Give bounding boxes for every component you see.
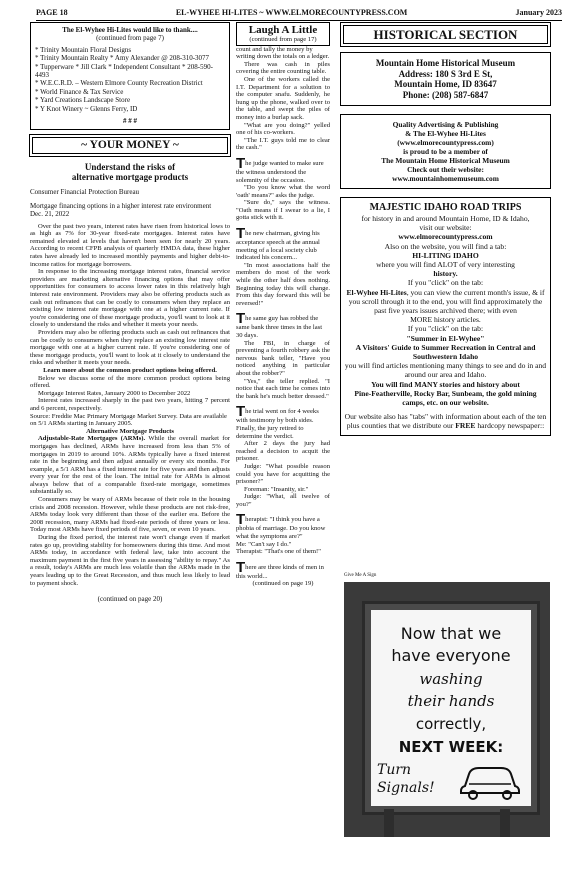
sign-line: Signals!: [377, 780, 435, 796]
more-history: MORE history articles.: [410, 315, 481, 325]
article-date: Dec. 21, 2022: [30, 210, 70, 219]
joke-text: Judge: "What, all twelve of you?": [236, 493, 330, 508]
museum-line: Address: 180 S 3rd E St,: [398, 68, 493, 79]
page-number: PAGE 18: [36, 7, 68, 17]
visit-text: visit our website:: [419, 223, 472, 233]
sponsor-item: * Y Knot Winery ~ Glenns Ferry, ID: [35, 104, 138, 113]
drop-cap: T: [236, 225, 246, 243]
sponsor-item: * W.E.C.R.D. – Western Elmore County Recreation District: [35, 79, 203, 88]
joke-text: "What are you doing?" yelled one of his co-workers.: [236, 121, 330, 137]
where-text: where you will find ALOT of very interesting: [376, 260, 515, 270]
sign-line: their hands: [407, 692, 495, 710]
sponsor-item: * Trinity Mountain Floral Designs: [35, 45, 132, 54]
joke-text: "Yes," the teller replied. "I notice that each time he comes into the bank he's much better dressed.": [236, 377, 330, 400]
joke-text: Judge: "What possible reason could you have for acquitting the prisoner?": [236, 462, 330, 486]
quality-box: [340, 114, 551, 189]
article-paragraph: [30, 435, 230, 496]
sponsor-item: * World Finance & Tax Service: [35, 87, 124, 96]
visitor-guide-title: A Visitors' Guide to Summer Recreation in Central and Southwestern Idaho: [355, 342, 536, 362]
column-middle: [236, 22, 330, 588]
issue-date: January 2023: [515, 7, 562, 17]
museum-box: [340, 52, 551, 106]
sign-line: NEXT WEEK:: [398, 738, 504, 756]
quality-line: & The El-Wyhee Hi-Lites: [405, 129, 486, 138]
article-intro: Mortgage financing options in a higher interest rate environment: [30, 201, 212, 210]
history-word: history.: [433, 269, 458, 279]
joke-robber: The same guy has robbed the same bank three times in the last 30 days.: [236, 310, 323, 339]
drop-cap: T: [236, 558, 246, 576]
click-text: If you "click" on the tab:: [407, 278, 484, 288]
headline-line1: Understand the risks of: [84, 162, 176, 173]
article-paragraph: Below we discuss some of the more common product options being offered.: [30, 374, 230, 390]
quality-line: is proud to be a member of: [403, 147, 488, 156]
joke-text: One of the workers called the I.T. Department for a solution to the computer snafu. Suddenly, he hung up the phone, walked over to the table, and swept the piles of money into a burlap sack.: [236, 75, 330, 121]
museum-line: Mountain Home Historical Museum: [375, 58, 516, 68]
joke-text: Foreman: "Insanity, sir.": [244, 485, 309, 493]
drop-cap: T: [236, 310, 246, 328]
article-paragraph: Interest rates increased sharply in the past two years, hitting 7 percent and 6 percent, respectively.: [30, 397, 230, 412]
article-source: Consumer Financial Protection Bureau: [30, 188, 140, 197]
rates-source: Source: Freddie Mac Primary Mortgage Market Survey. Data are available on 5/1 ARMs starting in January 2005.: [30, 412, 227, 428]
photo-background: [344, 582, 550, 837]
joke-text: There was cash in piles covering the entire counting table.: [236, 60, 330, 76]
joke-chairman: The new chairman, giving his acceptance speech at the annual meeting of a local society club indicated his concern...: [236, 225, 320, 262]
drop-cap: T: [236, 154, 246, 172]
joke-trial: The trial went on for 4 weeks with testimony by both sides. Finally, the jury retired to determine the verdict.: [236, 403, 319, 440]
joke-text: Therapist: "That's one of them!": [236, 548, 321, 556]
tab-summer: "Summer in El-Wyhee": [406, 333, 485, 343]
joke-text: "In most associations half the members do most of the work while the other half does nothing. Beginning today this will change. From this day forward this will be reversed!": [236, 261, 330, 307]
click-text: If you "click" on the tab:: [407, 324, 484, 334]
also-text: Also on the website, you will find a tab:: [384, 241, 507, 251]
joke-text: After 2 days the jury had reached a decision to acquit the prisoner.: [236, 440, 330, 463]
website-link[interactable]: www.elmorecountypress.com: [398, 232, 493, 242]
joke-text: "Sure do," says the witness. "Oath means if I swear to a lie, I gotta stick with it.: [236, 199, 330, 222]
sign-line: washing: [419, 670, 483, 688]
joke-text: "Do you know what the word 'oath' means?" asks the judge.: [236, 184, 330, 199]
quality-line: (www.elmorecountypress.com): [397, 138, 494, 147]
road-trips-intro: for history in and around Mountain Home, ID & Idaho,: [361, 214, 530, 223]
quality-line: The Mountain Home Historical Museum: [381, 156, 510, 165]
sign-line: Now that we: [400, 624, 502, 643]
sign-line: Turn: [377, 762, 412, 778]
end-mark: # # #: [123, 117, 137, 126]
continued-link: (continued on page 19): [252, 580, 314, 588]
section-title-your-money: ~ YOUR MONEY ~: [32, 137, 228, 154]
arm-lead: Adjustable-Rate Mortgages (ARMs).: [38, 435, 146, 443]
tab-hiliting-idaho: HI-LITING IDAHO: [412, 250, 479, 260]
sign-post: [500, 809, 510, 837]
laugh-title-box: [236, 22, 330, 46]
sign-post: [384, 809, 394, 837]
museum-line: Mountain Home, ID 83647: [394, 79, 497, 89]
quality-line: Check out their website:: [407, 165, 484, 174]
road-trips-box: [340, 197, 551, 436]
article-paragraph: Over the past two years, interest rates have risen from historical lows to as high as 7% for 30-year fixed-rate mortgages. Interest rates have remained elevated at levels that haven't been seen for nearly 20 years. According to recent CFPB analysis of quarterly HMDA data, these higher rates have already led to increased monthly payments and higher debt-to-income ratios for mortgage borrowers.: [30, 222, 230, 268]
elwyhee-text: El-Wyhee Hi-Lites, you can view the current month's issue, & if you scroll through it to the end, you will find approximately the past five years issues archived there; with even: [346, 287, 545, 316]
article-body: [30, 223, 230, 588]
sign-photo: [344, 573, 550, 837]
masthead: EL-WYHEE HI-LITES ~ WWW.ELMORECOUNTYPRESS.COM: [175, 7, 408, 17]
quality-line: Quality Advertising & Publishing: [392, 120, 499, 129]
sign-line: have everyone: [391, 646, 511, 665]
sponsor-item: * Yard Creations Landscape Store: [35, 96, 131, 105]
rates-title: Mortgage Interest Rates, January 2000 to December 2022: [38, 389, 191, 397]
joke-text: count and tally the money by writing down the totals on a ledger.: [236, 45, 330, 61]
laugh-title: Laugh A Little: [248, 24, 318, 36]
article-paragraph: During the fixed period, the interest rate won't change even if market rates go up, providing stability for homeowners during this time. And most ARMs today, in accordance with federal law, take into account the maximum payment in the first five years in assessing "ability to repay." As a result, today's ARMs are much less volatile than the ARMs made in the years leading up to the Great Recession, and thus much less likely to lead to payment shock.: [30, 534, 230, 587]
many-stories: You will find MANY stories and history about: [371, 379, 520, 389]
joke-judge: The judge wanted to make sure the witness understood the solemnity of the occasion.: [236, 154, 324, 184]
thanks-continued: (continued from page 7): [96, 34, 164, 43]
laugh-continued: (continued from page 17): [249, 36, 317, 43]
tabs-info: Our website also has "tabs" with information about each of the ten plus counties that we distribute our FREE hardcopy newspaper::: [344, 412, 547, 431]
historical-section-title: HISTORICAL SECTION: [343, 25, 548, 44]
sign-line: correctly,: [415, 715, 487, 733]
continued-link: (continued on page 20): [97, 595, 163, 604]
drop-cap: T: [236, 403, 246, 421]
joke-text: The FBI, in charge of preventing a fourth robbery ask the nervous bank teller, "Have you noticed anything in particular about the robber?": [236, 339, 330, 377]
car-icon: [457, 760, 523, 800]
museum-line: Phone: (208) 587-6847: [402, 89, 489, 100]
alt-products-title: Alternative Mortgage Products: [86, 427, 174, 435]
article-paragraph: Consumers may be wary of ARMs because of their role in the housing crisis and 2008 recession. However, while these products are not risk-free, ARMs today look very different than those of the earlier era. Before the 2008 recession, many ARMs had fixed-rate periods of three years or less. Today most ARMs have fixed periods of five, seven, or even 10 years.: [30, 496, 230, 534]
column-left: [30, 22, 230, 604]
headline-line2: alternative mortgage products: [71, 172, 189, 183]
arm-text: While the overall market for mortgages has declined, ARMs have increased from less than 5% of mortgages in 2019 to around 10%. ARMs typically have a fixed interest rate in the beginning and then adjust annually or every six months. For example, a 5/1 ARM has a fixed interest rate for five years and then adjusts every year for the rest of the loan. The initial rate for ARMs is almost always below that of a comparable fixed-rate mortgage, sometimes substantially so.: [30, 435, 230, 496]
places-list: Pine-Featherville, Rocky Bar, Sunbeam, the gold mining camps, etc. on our website.: [354, 388, 537, 408]
thanks-box: [30, 22, 230, 130]
column-right: [340, 22, 551, 436]
joke-three-kinds: There are three kinds of men in this world...: [236, 558, 324, 580]
learn-more: Learn more about the common product options being offered.: [43, 366, 217, 374]
sponsor-item: * Tupperware * Jill Clark * Independent Consultant * 208-590-4493: [35, 62, 213, 80]
photo-caption: Give Me A Sign: [344, 573, 377, 578]
sign-board: [362, 601, 540, 815]
guide-text: you will find articles mentioning many things to see and do in and around our area and Idaho.: [344, 361, 547, 380]
article-paragraph: In response to the increasing mortgage interest rates, financial service providers are marketing alternative financing options that may offer opportunities for consumers to access lower rates in this relatively high interest rate environment. Providers may also be offering products such as cash out refinances that can be costly to consumers when they replace an existing low interest rate mortgage with one at a higher current rate. If you're considering one of these mortgage products, you'll want to look at it closely to understand the risks and whether it meets your needs.: [30, 268, 230, 329]
thanks-heading: The El-Wyhee Hi-Lites would like to thank....: [62, 26, 198, 34]
drop-cap: T: [236, 511, 246, 529]
article-paragraph: Providers may also be offering products such as cash out refinances that can be costly to consumers when they replace an existing low interest rate mortgage with one at a higher current rate. If you're considering one of these mortgage products, you'll want to look at it closely to understand the risks and whether it meets your needs.: [30, 329, 230, 367]
joke-text: "The I.T. guys told me to clear the cash.": [236, 136, 330, 152]
joke-text: Me: "Can't say I do.": [236, 540, 292, 548]
road-trips-title: MAJESTIC IDAHO ROAD TRIPS: [369, 202, 522, 213]
page-header: [36, 4, 562, 21]
sign-face: [371, 610, 531, 806]
quality-line: www.mountainhomemuseum.com: [392, 174, 499, 183]
joke-therapist: Therapist: "I think you have a phobia of marriage. Do you know what the symptoms are?": [236, 511, 326, 541]
sponsor-item: * Trinity Mountain Realty * Amy Alexander @ 208-310-3077: [35, 54, 210, 63]
